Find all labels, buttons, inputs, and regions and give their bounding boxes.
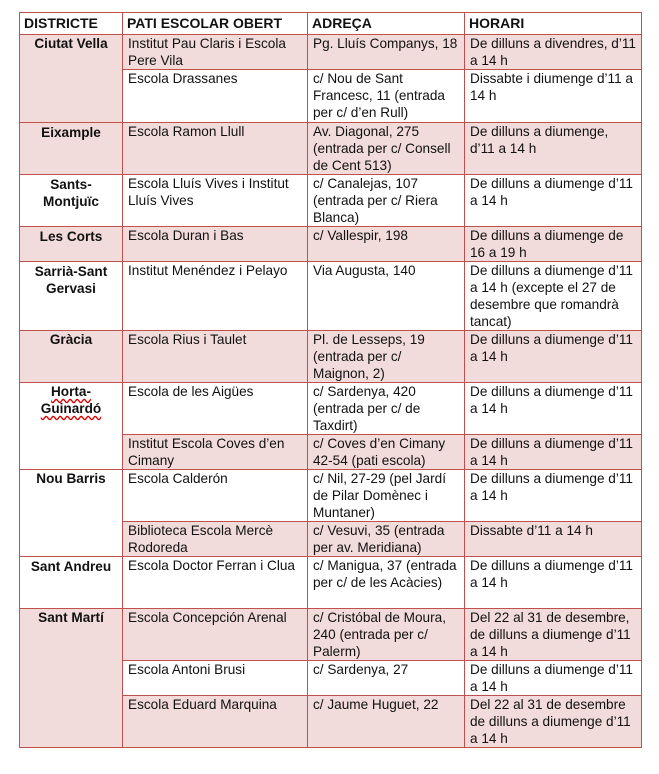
district-cell: Sant Martí	[20, 609, 123, 748]
school-cell: Escola Rius i Taulet	[123, 331, 308, 383]
address-cell: Via Augusta, 140	[308, 262, 465, 331]
hours-cell: De dilluns a diumenge d’11 a 14 h	[465, 175, 642, 227]
hours-cell: De dilluns a diumenge de 16 a 19 h	[465, 227, 642, 262]
header-district: DISTRICTE	[20, 13, 123, 35]
address-cell: c/ Nil, 27-29 (pel Jardí de Pilar Domènec i Muntaner)	[308, 470, 465, 522]
table-row	[20, 470, 642, 522]
school-cell: Escola Drassanes	[123, 70, 308, 123]
hours-cell: De dilluns a diumenge, d’11 a 14 h	[465, 123, 642, 175]
address-cell: c/ Jaume Huguet, 22	[308, 696, 465, 748]
hours-cell: Dissabte d’11 a 14 h	[465, 522, 642, 557]
address-cell: c/ Sardenya, 27	[308, 661, 465, 696]
school-cell: Escola Concepción Arenal	[123, 609, 308, 661]
district-cell: Eixample	[20, 123, 123, 175]
school-cell: Escola Doctor Ferran i Clua	[123, 557, 308, 609]
address-cell: c/ Vallespir, 198	[308, 227, 465, 262]
hours-cell: Del 22 al 31 de desembre, de dilluns a diumenge d’11 a 14 h	[465, 609, 642, 661]
hours-cell: De dilluns a diumenge d’11 a 14 h	[465, 331, 642, 383]
school-cell: Escola Duran i Bas	[123, 227, 308, 262]
district-cell: Les Corts	[20, 227, 123, 262]
school-cell: Escola Ramon Llull	[123, 123, 308, 175]
header-address: ADREÇA	[308, 13, 465, 35]
school-cell: Biblioteca Escola Mercè Rodoreda	[123, 522, 308, 557]
district-cell: Sant Andreu	[20, 557, 123, 609]
district-cell: Gràcia	[20, 331, 123, 383]
header-row	[20, 13, 642, 35]
schedule-table	[19, 12, 642, 748]
district-cell: Ciutat Vella	[20, 35, 123, 123]
address-cell: c/ Sardenya, 420 (entrada per c/ de Taxdirt)	[308, 383, 465, 435]
school-cell: Institut Escola Coves d’en Cimany	[123, 435, 308, 470]
hours-cell: De dilluns a diumenge d’11 a 14 h (excepte el 27 de desembre que romandrà tancat)	[465, 262, 642, 331]
district-cell	[20, 383, 123, 470]
hours-cell: De dilluns a diumenge d’11 a 14 h	[465, 470, 642, 522]
district-cell: Sants-Montjuïc	[20, 175, 123, 227]
address-cell: Pl. de Lesseps, 19 (entrada per c/ Maignon, 2)	[308, 331, 465, 383]
address-cell: c/ Cristóbal de Moura, 240 (entrada per c/ Palerm)	[308, 609, 465, 661]
school-cell: Institut Pau Claris i Escola Pere Vila	[123, 35, 308, 70]
address-cell: c/ Vesuvi, 35 (entrada per av. Meridiana)	[308, 522, 465, 557]
header-school: PATI ESCOLAR OBERT	[123, 13, 308, 35]
hours-cell: De dilluns a diumenge d’11 a 14 h	[465, 557, 642, 609]
hours-cell: De dilluns a diumenge d’11 a 14 h	[465, 661, 642, 696]
hours-cell: Del 22 al 31 de desembre de dilluns a diumenge d’11 a 14 h	[465, 696, 642, 748]
address-cell: Pg. Lluís Companys, 18	[308, 35, 465, 70]
table-row	[20, 383, 642, 435]
school-cell: Escola Calderón	[123, 470, 308, 522]
table-row	[20, 609, 642, 661]
hours-cell: De dilluns a diumenge d’11 a 14 h	[465, 435, 642, 470]
table-row	[20, 123, 642, 175]
header-hours: HORARI	[465, 13, 642, 35]
hours-cell: De dilluns a diumenge d’11 a 14 h	[465, 383, 642, 435]
address-cell: Av. Diagonal, 275 (entrada per c/ Consell de Cent 513)	[308, 123, 465, 175]
table-row	[20, 35, 642, 70]
school-cell: Escola Lluís Vives i Institut Lluís Vives	[123, 175, 308, 227]
school-cell: Escola Eduard Marquina	[123, 696, 308, 748]
hours-cell: De dilluns a divendres, d’11 a 14 h	[465, 35, 642, 70]
district-name: Horta-Guinardó	[40, 384, 102, 416]
address-cell: c/ Manigua, 37 (entrada per c/ de les Acàcies)	[308, 557, 465, 609]
school-cell: Escola de les Aigües	[123, 383, 308, 435]
address-cell: c/ Coves d’en Cimany 42-54 (pati escola)	[308, 435, 465, 470]
district-cell: Sarrià-Sant Gervasi	[20, 262, 123, 331]
district-cell: Nou Barris	[20, 470, 123, 557]
table-row	[20, 262, 642, 331]
school-cell: Institut Menéndez i Pelayo	[123, 262, 308, 331]
table-row	[20, 557, 642, 609]
school-cell: Escola Antoni Brusi	[123, 661, 308, 696]
hours-cell: Dissabte i diumenge d’11 a 14 h	[465, 70, 642, 123]
table-row	[20, 175, 642, 227]
address-cell: c/ Canalejas, 107 (entrada per c/ Riera Blanca)	[308, 175, 465, 227]
address-cell: c/ Nou de Sant Francesc, 11 (entrada per c/ d’en Rull)	[308, 70, 465, 123]
table-row	[20, 331, 642, 383]
table-row	[20, 227, 642, 262]
